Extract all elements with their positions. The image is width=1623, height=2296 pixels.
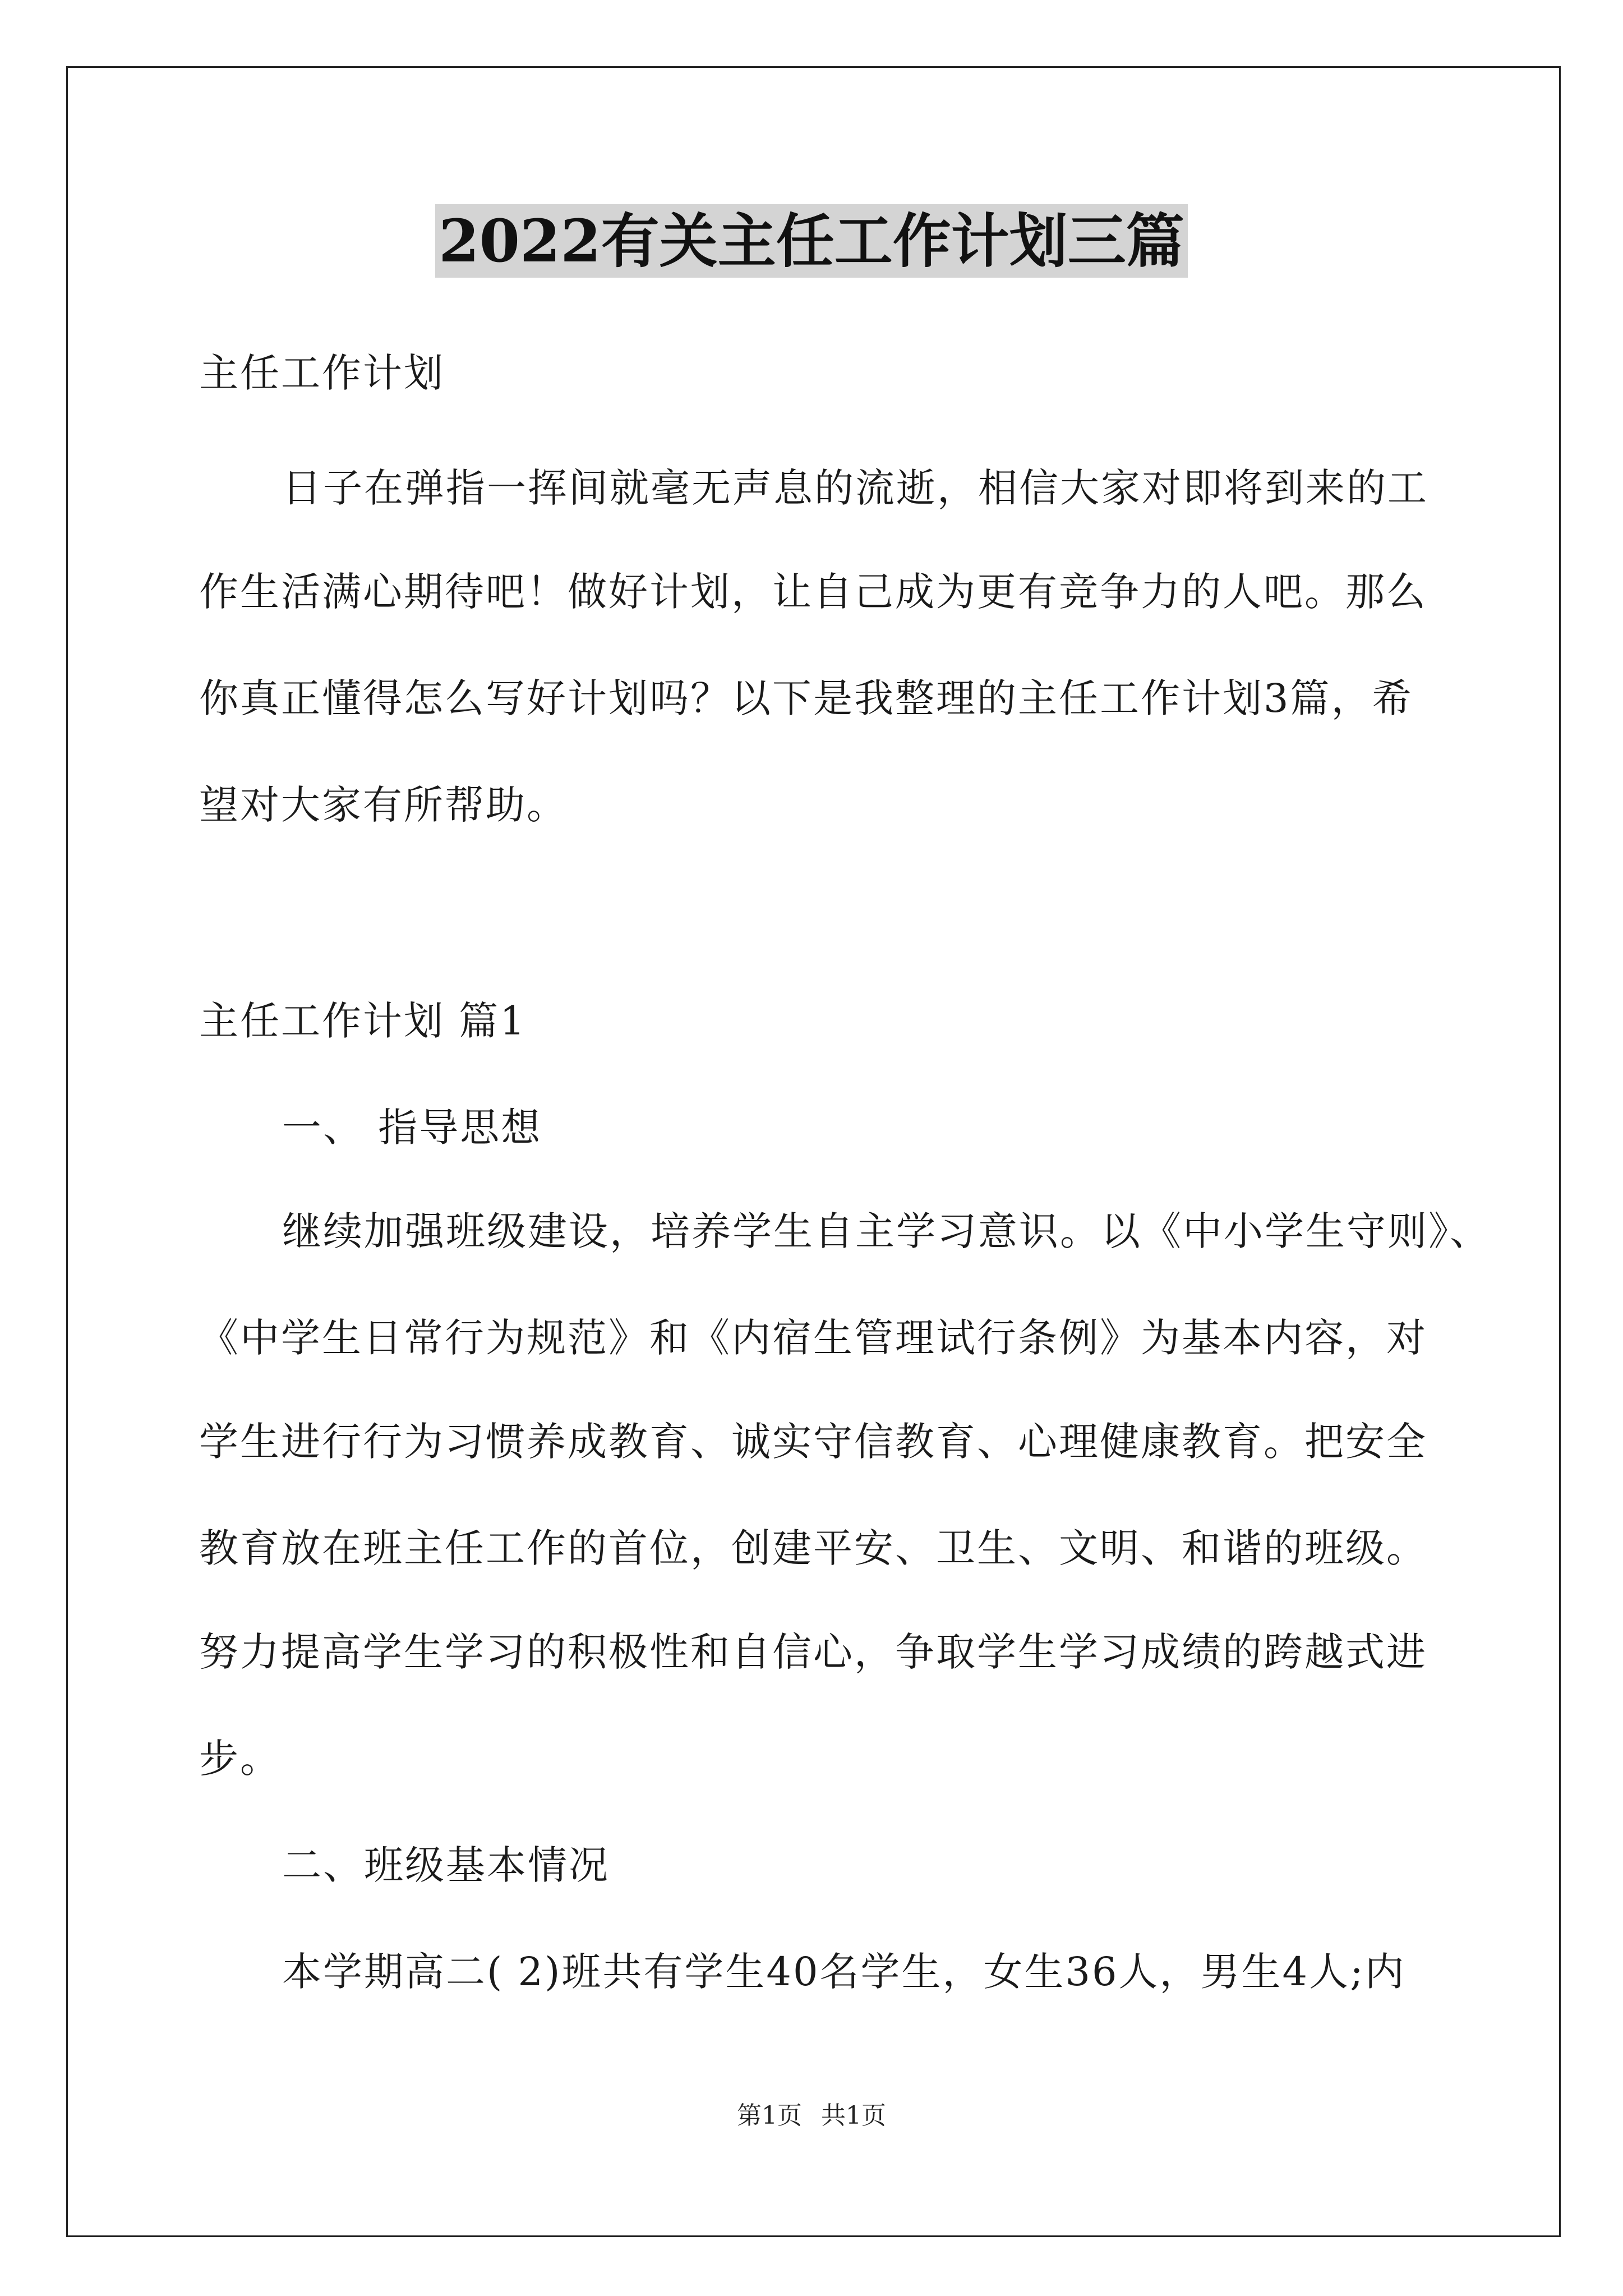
paragraph-line: 日子在弹指一挥间就毫无声息的流逝，相信大家对即将到来的工 (282, 465, 1428, 511)
section-heading: 主任工作计划 (199, 350, 445, 396)
paragraph-line: 本学期高二( 2)班共有学生40名学生，女生36人，男生4人;内 (282, 1949, 1406, 1995)
document-title-text: 2022有关主任工作计划三篇 (435, 204, 1187, 278)
paragraph-line: 望对大家有所帮助。 (199, 782, 568, 828)
section-heading: 主任工作计划 篇1 (199, 998, 527, 1044)
paragraph-line: 作生活满心期待吧！做好计划，让自己成为更有竞争力的人吧。那么 (199, 569, 1427, 615)
page-footer (0, 2099, 1623, 2133)
paragraph-line: 你真正懂得怎么写好计划吗？以下是我整理的主任工作计划3篇，希 (199, 675, 1413, 721)
paragraph-line: 学生进行行为习惯养成教育、诚实守信教育、心理健康教育。把安全 (199, 1419, 1427, 1465)
page-total: 共1页 (821, 2101, 886, 2130)
paragraph-line: 继续加强班级建设，培养学生自主学习意识。以《中小学生守则》、 (282, 1208, 1491, 1254)
paragraph-line: 步。 (199, 1736, 281, 1782)
document-title (0, 202, 1623, 280)
subsection-heading: 一、 指导思想 (282, 1105, 542, 1151)
paragraph-line: 教育放在班主任工作的首位，创建平安、卫生、文明、和谐的班级。 (199, 1525, 1427, 1571)
page-number: 第1页 (737, 2101, 802, 2130)
subsection-heading: 二、班级基本情况 (282, 1842, 610, 1888)
paragraph-line: 努力提高学生学习的积极性和自信心，争取学生学习成绩的跨越式进 (199, 1629, 1427, 1675)
paragraph-line: 《中学生日常行为规范》和《内宿生管理试行条例》为基本内容，对 (199, 1315, 1427, 1361)
